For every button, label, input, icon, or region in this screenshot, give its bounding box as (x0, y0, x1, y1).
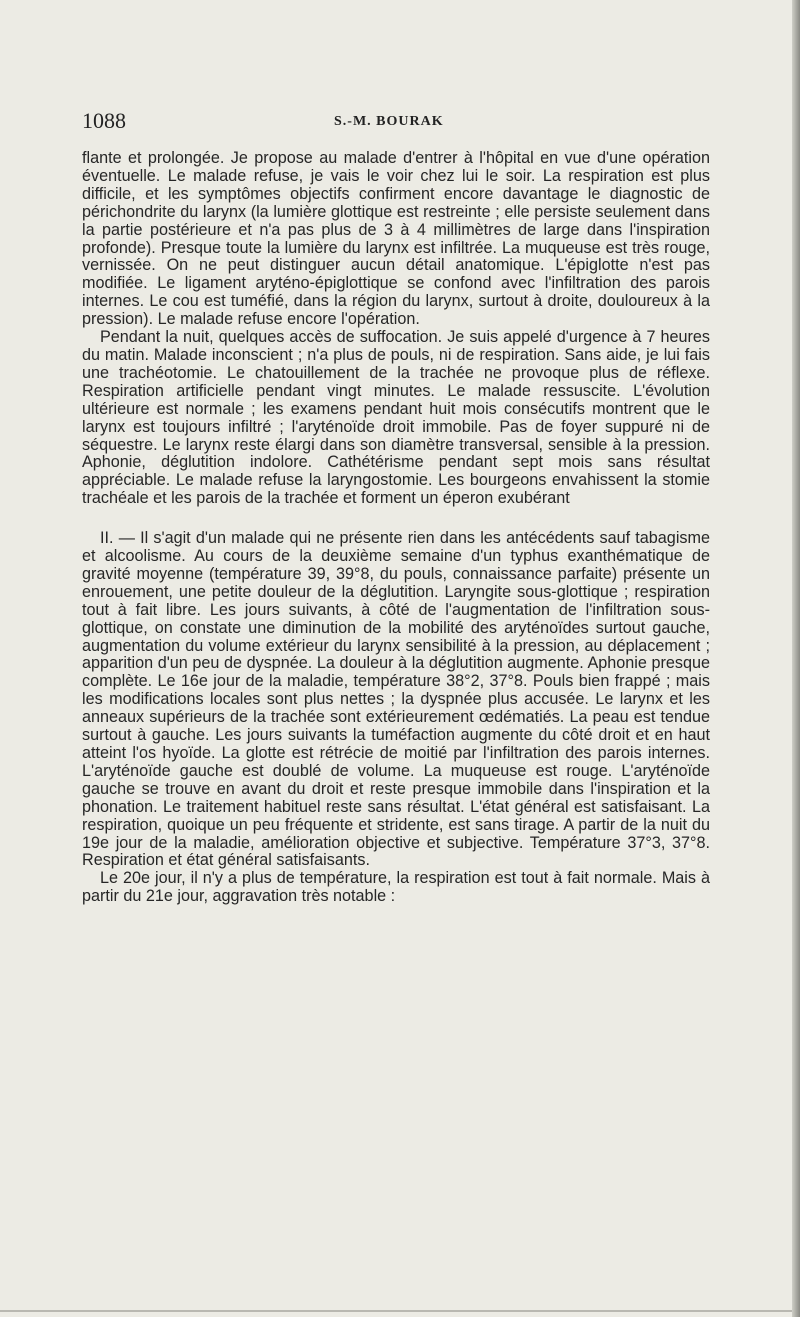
page-bottom-edge (0, 1310, 792, 1312)
section-gap (82, 508, 710, 530)
paragraph-2: Pendant la nuit, quelques accès de suffocation. Je suis appelé d'urgence à 7 heures du matin. Malade inconscient ; n'a plus de pouls, ni de respiration. Sans aide, je lui fais une trachéotomie. Le chatouillement de la trachée ne provoque plus de réflexe. Respiration artificielle pendant vingt minutes. Le malade ressuscite. L'évolution ultérieure est normale ; les examens pendant huit mois consécutifs montrent que le larynx est toujours infiltré ; l'aryténoïde droit immobile. Pas de foyer suppuré ni de séquestre. Le larynx reste élargi dans son diamètre transversal, sensible à la pression. Aphonie, déglutition indolore. Cathétérisme pendant sept mois sans résultat appréciable. Le malade refuse la laryngostomie. Les bourgeons envahissent la stomie trachéale et les parois de la trachée et forment un éperon exubérant (82, 328, 710, 508)
paragraph-4: Le 20e jour, il n'y a plus de température, la respiration est tout à fait normale. Mais à partir du 21e jour, aggravation très notable : (82, 869, 710, 906)
paragraph-3: II. — Il s'agit d'un malade qui ne présente rien dans les antécédents sauf tabagisme et alcoolisme. Au cours de la deuxième semaine d'un typhus exanthématique de gravité moyenne (température 39, 39°8, du pouls, connaissance parfaite) présente un enrouement, une petite douleur de la déglutition. Laryngite sous-glottique ; respiration tout à fait libre. Les jours suivants, à côté de l'augmentation de l'infiltration sous-glottique, on constate une diminution de la mobilité des aryténoïdes surtout gauche, augmentation du volume extérieur du larynx sensibilité à la pression, au déplacement ; apparition d'un peu de dyspnée. La douleur à la déglutition augmente. Aphonie presque complète. Le 16e jour de la maladie, température 38°2, 37°8. Pouls bien frappé ; mais les modifications locales sont plus nettes ; la dyspnée plus accusée. Le larynx et les anneaux supérieurs de la trachée sont extérieurement œdématiés. La peau est tendue surtout à gauche. Les jours suivants la tuméfaction augmente du côté droit et en haut atteint l'os hyoïde. La glotte est rétrécie de moitié par l'infiltration des parois internes. L'aryténoïde gauche est doublé de volume. La muqueuse est rouge. L'aryténoïde gauche se trouve en avant du droit et reste presque immobile dans l'inspiration et la phonation. Le traitement habituel reste sans résultat. L'état général est satisfaisant. La respiration, quoique un peu fréquente et stridente, est sans tirage. A partir de la nuit du 19e jour de la maladie, amélioration objective et subjective. Température 37°3, 37°8. Respiration et état général satisfaisants. (82, 529, 710, 870)
page-number: 1088 (82, 108, 126, 133)
book-edge (792, 0, 800, 1317)
paragraph-1: flante et prolongée. Je propose au malade d'entrer à l'hôpital en vue d'une opération éventuelle. Le malade refuse, je vais le voir chez lui le soir. La respiration est plus difficile, et les symptômes objectifs confirment encore davantage le diagnostic de périchondrite du larynx (la lumière glottique est restreinte ; elle persiste seulement dans la partie postérieure et n'a pas plus de 3 à 4 millimètres de large dans l'inspiration profonde). Presque toute la lumière du larynx est infiltrée. La muqueuse est très rouge, vernissée. On ne peut distinguer aucun détail anatomique. L'épiglotte n'est pas modifiée. Le ligament aryténo-épiglottique se confond avec l'infiltration des parois internes. Le cou est tuméfié, dans la région du larynx, surtout à droite, douloureux à la pression). Le malade refuse encore l'opération. (82, 149, 710, 329)
body-text (82, 150, 710, 906)
running-head: S.-M. BOURAK (334, 114, 444, 129)
